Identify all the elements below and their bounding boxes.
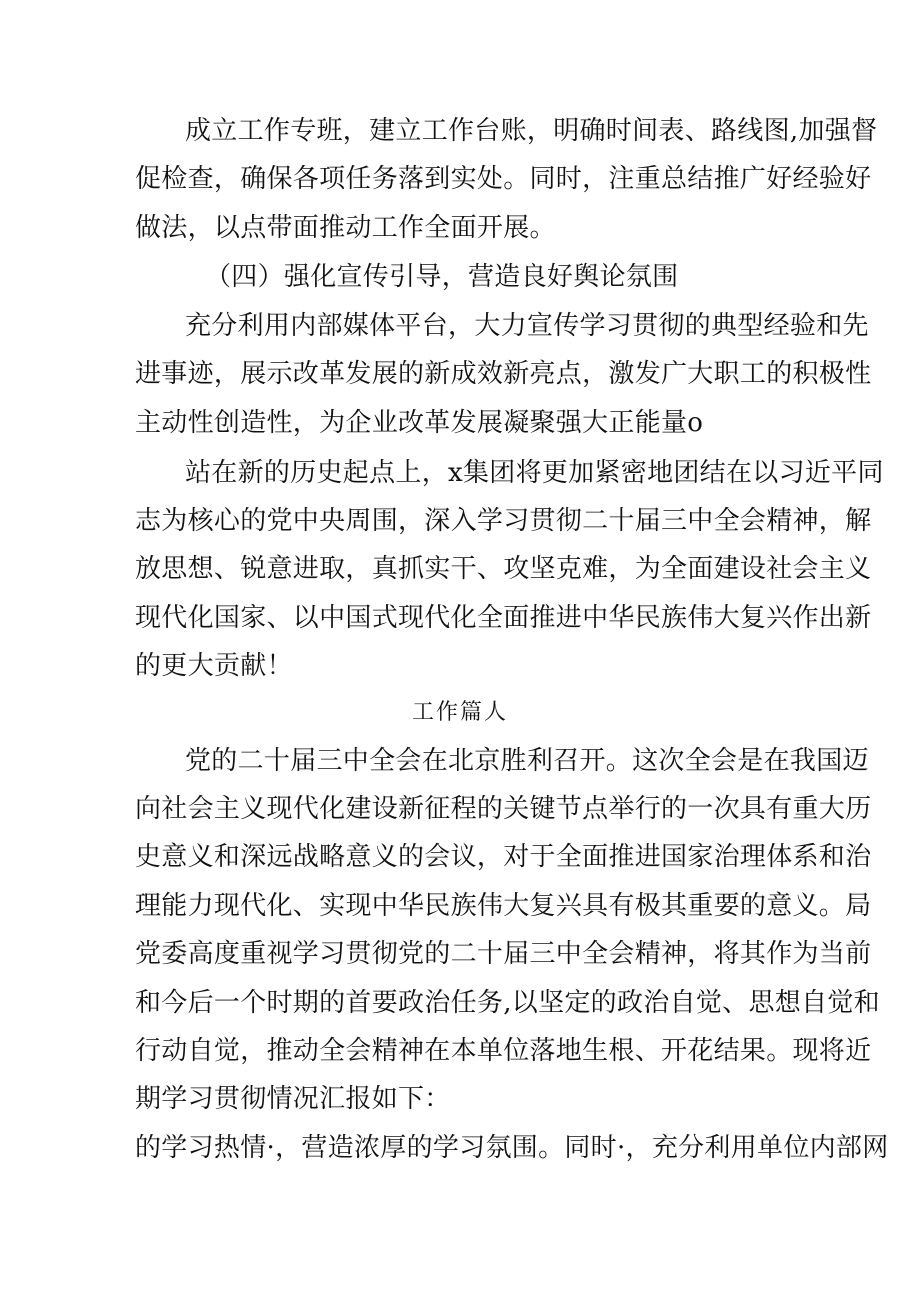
paragraph-line: 和今后一个时期的首要政治任务,以坚定的政治自觉、思想自觉和	[135, 988, 880, 1018]
paragraph-line: 的学习热情·，营造浓厚的学习氛围。同时·，充分利用单位内部网	[135, 1133, 889, 1163]
section-title: 工作篇人	[411, 700, 508, 725]
paragraph-line: 成立工作专班，建立工作台账，明确时间表、路线图,加强督	[185, 116, 878, 146]
paragraph-line: 做法，以点带面推动工作全面开展。	[135, 213, 556, 243]
paragraph-line: 志为核心的党中央周围，深入学习贯彻二十届三中全会精神，解	[135, 506, 872, 536]
paragraph-line: 站在新的历史起点上，x集团将更加紧密地团结在以习近平同	[185, 458, 884, 488]
paragraph-line: 现代化国家、以中国式现代化全面推进中华民族伟大复兴作出新	[135, 603, 872, 633]
paragraph-line: 的更大贡献！	[135, 651, 293, 681]
paragraph-line: 充分利用内部媒体平台，大力宣传学习贯彻的典型经验和先	[185, 311, 869, 341]
paragraph-line: 党委高度重视学习贯彻党的二十届三中全会精神，将其作为当前	[135, 939, 872, 969]
paragraph-line: 放思想、锐意进取，真抓实干、攻坚克难，为全面建设社会主义	[135, 554, 872, 584]
paragraph-line: 向社会主义现代化建设新征程的关键节点举行的一次具有重大历	[135, 794, 872, 824]
paragraph-line: 期学习贯彻情况汇报如下：	[135, 1084, 451, 1114]
paragraph-line: 史意义和深远战略意义的会议，对于全面推进国家治理体系和治	[135, 842, 872, 872]
paragraph-line: 行动自觉，推动全会精神在本单位落地生根、开花结果。现将近	[135, 1036, 872, 1066]
paragraph-line: 进事迹，展示改革发展的新成效新亮点，激发广大职工的积极性	[135, 359, 872, 389]
paragraph-line: 促检查，确保各项任务落到实处。同时，注重总结推广好经验好	[135, 164, 872, 194]
paragraph-line: 党的二十届三中全会在北京胜利召开。这次全会是在我国迈	[185, 746, 869, 776]
section-subheading: （四）强化宣传引导，营造良好舆论氛围	[205, 262, 679, 292]
paragraph-line: 主动性创造性，为企业改革发展凝聚强大正能量o	[135, 408, 704, 438]
paragraph-line: 理能力现代化、实现中华民族伟大复兴具有极其重要的意义。局	[135, 891, 872, 921]
